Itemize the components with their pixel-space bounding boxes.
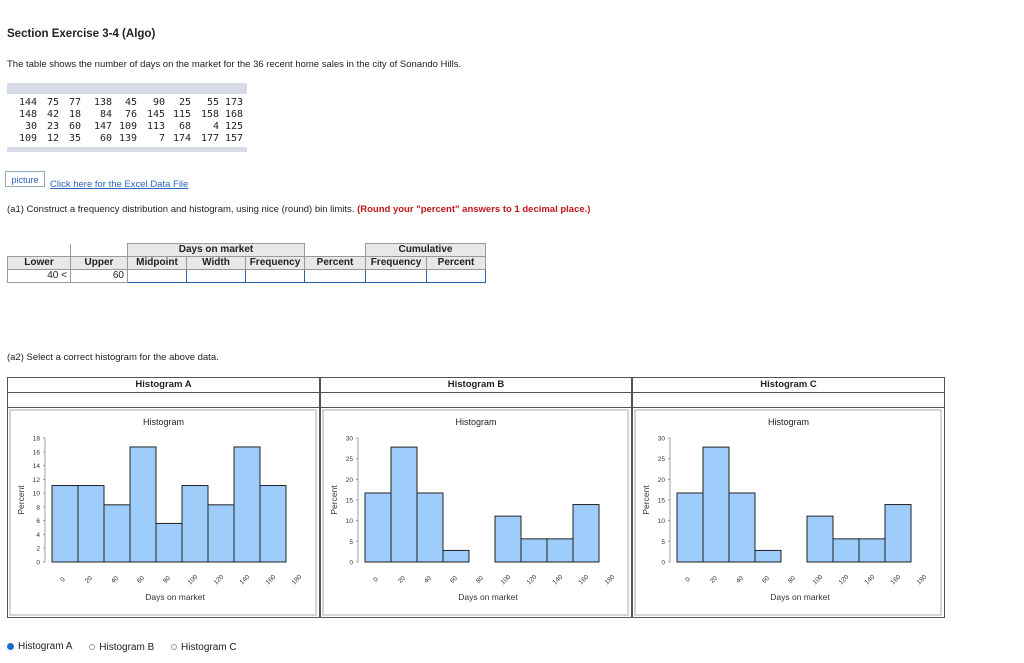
col-midpoint: Midpoint [128, 257, 187, 270]
y-tick-label: 20 [657, 476, 665, 484]
y-tick-label: 25 [345, 456, 353, 464]
histogram-bar [208, 505, 234, 562]
y-axis-label: Percent [329, 485, 339, 515]
x-tick-label: 60 [760, 574, 771, 585]
data-row [7, 109, 247, 121]
midpoint-input[interactable] [128, 270, 187, 283]
col-lower: Lower [8, 257, 71, 270]
option-histogram-a[interactable] [7, 641, 72, 652]
histogram-bar [156, 523, 182, 562]
y-axis-label: Percent [641, 485, 651, 515]
histogram-bar [755, 550, 781, 562]
data-cell: 45 [124, 97, 137, 108]
x-axis-label: Days on market [145, 592, 205, 602]
data-cell: 35 [68, 133, 81, 144]
x-tick-label: 80 [474, 574, 485, 585]
y-tick-label: 15 [345, 497, 353, 505]
data-cell: 23 [46, 121, 59, 132]
x-tick-label: 160 [889, 573, 903, 587]
col-cum-frequency: Frequency [366, 257, 427, 270]
data-cell: 77 [68, 97, 81, 108]
data-cell: 173 [224, 97, 243, 108]
x-tick-label: 60 [448, 574, 459, 585]
data-cell: 177 [200, 133, 219, 144]
y-tick-label: 30 [345, 435, 353, 443]
radio-b-icon[interactable] [89, 644, 95, 650]
col-upper: Upper [71, 257, 128, 270]
x-axis-label: Days on market [770, 592, 830, 602]
data-cell: 109 [18, 133, 37, 144]
data-cell: 138 [93, 97, 112, 108]
histogram-a-title: Histogram A [8, 378, 319, 393]
data-table [7, 83, 247, 152]
cum-frequency-input[interactable] [366, 270, 427, 283]
histogram-b-panel [320, 377, 632, 618]
histogram-bar [859, 539, 885, 562]
option-c-label: Histogram C [181, 641, 237, 653]
x-tick-label: 140 [551, 573, 565, 587]
histogram-bar [104, 505, 130, 562]
y-tick-label: 18 [32, 435, 40, 443]
histogram-bar [78, 486, 104, 562]
y-tick-label: 10 [657, 518, 665, 526]
data-cell: 168 [224, 109, 243, 120]
chart-title: Histogram [767, 417, 810, 427]
y-tick-label: 8 [36, 504, 40, 512]
histogram-bar [182, 486, 208, 562]
histogram-bar [547, 539, 573, 562]
data-cell: 42 [46, 109, 59, 120]
histogram-bar [495, 516, 521, 562]
data-cell: 90 [152, 97, 165, 108]
y-tick-label: 10 [345, 518, 353, 526]
data-cell: 12 [46, 133, 59, 144]
col-cum-percent: Percent [427, 257, 486, 270]
y-tick-label: 25 [657, 456, 665, 464]
cumulative-header: Cumulative [366, 244, 486, 257]
y-tick-label: 2 [36, 545, 40, 553]
data-cell: 147 [93, 121, 112, 132]
y-tick-label: 14 [32, 463, 40, 471]
histogram-bar [833, 539, 859, 562]
data-cell: 115 [172, 109, 191, 120]
y-tick-label: 15 [657, 497, 665, 505]
data-cell: 148 [18, 109, 37, 120]
histogram-bar [260, 486, 286, 562]
histogram-bar [677, 493, 703, 562]
data-cell: 145 [146, 109, 165, 120]
x-tick-label: 80 [161, 574, 172, 585]
x-tick-label: 20 [83, 574, 94, 585]
data-cell: 30 [24, 121, 37, 132]
histogram-bar [234, 447, 260, 562]
x-tick-label: 140 [863, 573, 877, 587]
histogram-bar [417, 493, 443, 562]
x-tick-label: 180 [603, 573, 617, 587]
x-tick-label: 80 [786, 574, 797, 585]
data-cell: 25 [178, 97, 191, 108]
data-cell: 4 [212, 121, 219, 132]
x-tick-label: 60 [135, 574, 146, 585]
data-cell: 125 [224, 121, 243, 132]
x-tick-label: 180 [915, 573, 929, 587]
histogram-bar [130, 447, 156, 562]
option-histogram-c[interactable] [171, 642, 237, 653]
width-input[interactable] [187, 270, 246, 283]
radio-c-icon[interactable] [171, 644, 177, 650]
data-cell: 68 [178, 121, 191, 132]
data-cell: 139 [118, 133, 137, 144]
intro-text: The table shows the number of days on the market for the 36 recent home sales in the city of Sonando Hills. [7, 59, 462, 70]
x-tick-label: 100 [811, 573, 825, 587]
radio-a-icon[interactable] [7, 643, 14, 650]
histogram-bar [365, 493, 391, 562]
histogram-bar [391, 447, 417, 562]
x-tick-label: 140 [238, 573, 252, 587]
option-histogram-b[interactable] [89, 642, 154, 653]
y-tick-label: 5 [661, 538, 665, 546]
data-cell: 76 [124, 109, 137, 120]
data-cell: 113 [146, 121, 165, 132]
x-tick-label: 120 [525, 573, 539, 587]
question-a1 [7, 204, 607, 215]
data-cell: 55 [206, 97, 219, 108]
histogram-bar [52, 486, 78, 562]
lower-value: 40 [47, 270, 59, 281]
y-tick-label: 0 [661, 559, 665, 567]
question-a1-text: (a1) Construct a frequency distribution and histogram, using nice (round) bin limits. [7, 204, 358, 215]
data-cell: 60 [99, 133, 112, 144]
section-title: Section Exercise 3-4 (Algo) [7, 28, 156, 40]
y-tick-label: 6 [36, 518, 40, 526]
y-tick-label: 12 [32, 476, 40, 484]
x-tick-label: 0 [59, 576, 67, 584]
row-lower-cell [8, 270, 71, 283]
histogram-b-chart [321, 408, 631, 618]
x-tick-label: 20 [396, 574, 407, 585]
histogram-options [7, 641, 251, 653]
question-a1-note: (Round your "percent" answers to 1 decimal place.) [357, 204, 591, 215]
x-tick-label: 160 [577, 573, 591, 587]
x-tick-label: 40 [109, 574, 120, 585]
less-than-sign: < [61, 270, 67, 281]
excel-data-link[interactable]: Click here for the Excel Data File [50, 179, 189, 190]
x-tick-label: 160 [264, 573, 278, 587]
upper-value: 60 [71, 270, 128, 283]
col-percent: Percent [305, 257, 366, 270]
cum-percent-input[interactable] [427, 270, 486, 283]
percent-input[interactable] [305, 270, 366, 283]
data-cell: 18 [68, 109, 81, 120]
chart-title: Histogram [455, 417, 497, 427]
frequency-input[interactable] [246, 270, 305, 283]
col-width: Width [187, 257, 246, 270]
data-cell: 60 [68, 121, 81, 132]
y-tick-label: 5 [349, 538, 353, 546]
histogram-bar [443, 550, 469, 562]
option-a-label: Histogram A [18, 641, 73, 652]
x-tick-label: 100 [499, 573, 513, 587]
y-tick-label: 0 [36, 559, 40, 567]
histogram-bar [807, 516, 833, 562]
y-axis-label: Percent [16, 485, 26, 515]
x-tick-label: 100 [186, 573, 200, 587]
histogram-bar [573, 505, 599, 562]
histogram-c-chart [633, 408, 944, 618]
x-tick-label: 40 [734, 574, 745, 585]
histogram-a-panel [7, 377, 320, 618]
x-tick-label: 120 [212, 573, 226, 587]
col-frequency: Frequency [246, 257, 305, 270]
y-tick-label: 20 [345, 476, 353, 484]
histogram-bar [521, 539, 547, 562]
option-b-label: Histogram B [99, 641, 155, 653]
y-tick-label: 30 [657, 435, 665, 443]
x-tick-label: 0 [684, 576, 692, 584]
histogram-bar [729, 493, 755, 562]
histogram-bar [703, 447, 729, 562]
data-cell: 109 [118, 121, 137, 132]
y-tick-label: 16 [32, 449, 40, 457]
data-cell: 144 [18, 97, 37, 108]
data-cell: 158 [200, 109, 219, 120]
x-tick-label: 20 [708, 574, 719, 585]
data-cell: 75 [46, 97, 59, 108]
data-row [7, 121, 247, 133]
histogram-bar [885, 505, 911, 562]
data-cell: 84 [99, 109, 112, 120]
x-tick-label: 120 [837, 573, 851, 587]
x-tick-label: 0 [372, 576, 380, 584]
y-tick-label: 0 [349, 559, 353, 567]
x-axis-label: Days on market [458, 592, 518, 602]
data-cell: 157 [224, 133, 243, 144]
data-row [7, 97, 247, 109]
data-cell: 7 [158, 133, 165, 144]
frequency-table [7, 243, 486, 283]
picture-button[interactable]: picture [5, 171, 45, 187]
histogram-a-chart [8, 408, 319, 618]
x-tick-label: 180 [290, 573, 304, 587]
histogram-b-title: Histogram B [321, 378, 631, 393]
days-on-market-header: Days on market [128, 244, 305, 257]
histogram-c-title: Histogram C [633, 378, 944, 393]
data-row [7, 133, 247, 145]
data-cell: 174 [172, 133, 191, 144]
question-a2: (a2) Select a correct histogram for the above data. [7, 352, 219, 363]
histogram-c-panel [632, 377, 945, 618]
x-tick-label: 40 [422, 574, 433, 585]
y-tick-label: 4 [36, 531, 40, 539]
chart-title: Histogram [142, 417, 185, 427]
y-tick-label: 10 [32, 490, 40, 498]
